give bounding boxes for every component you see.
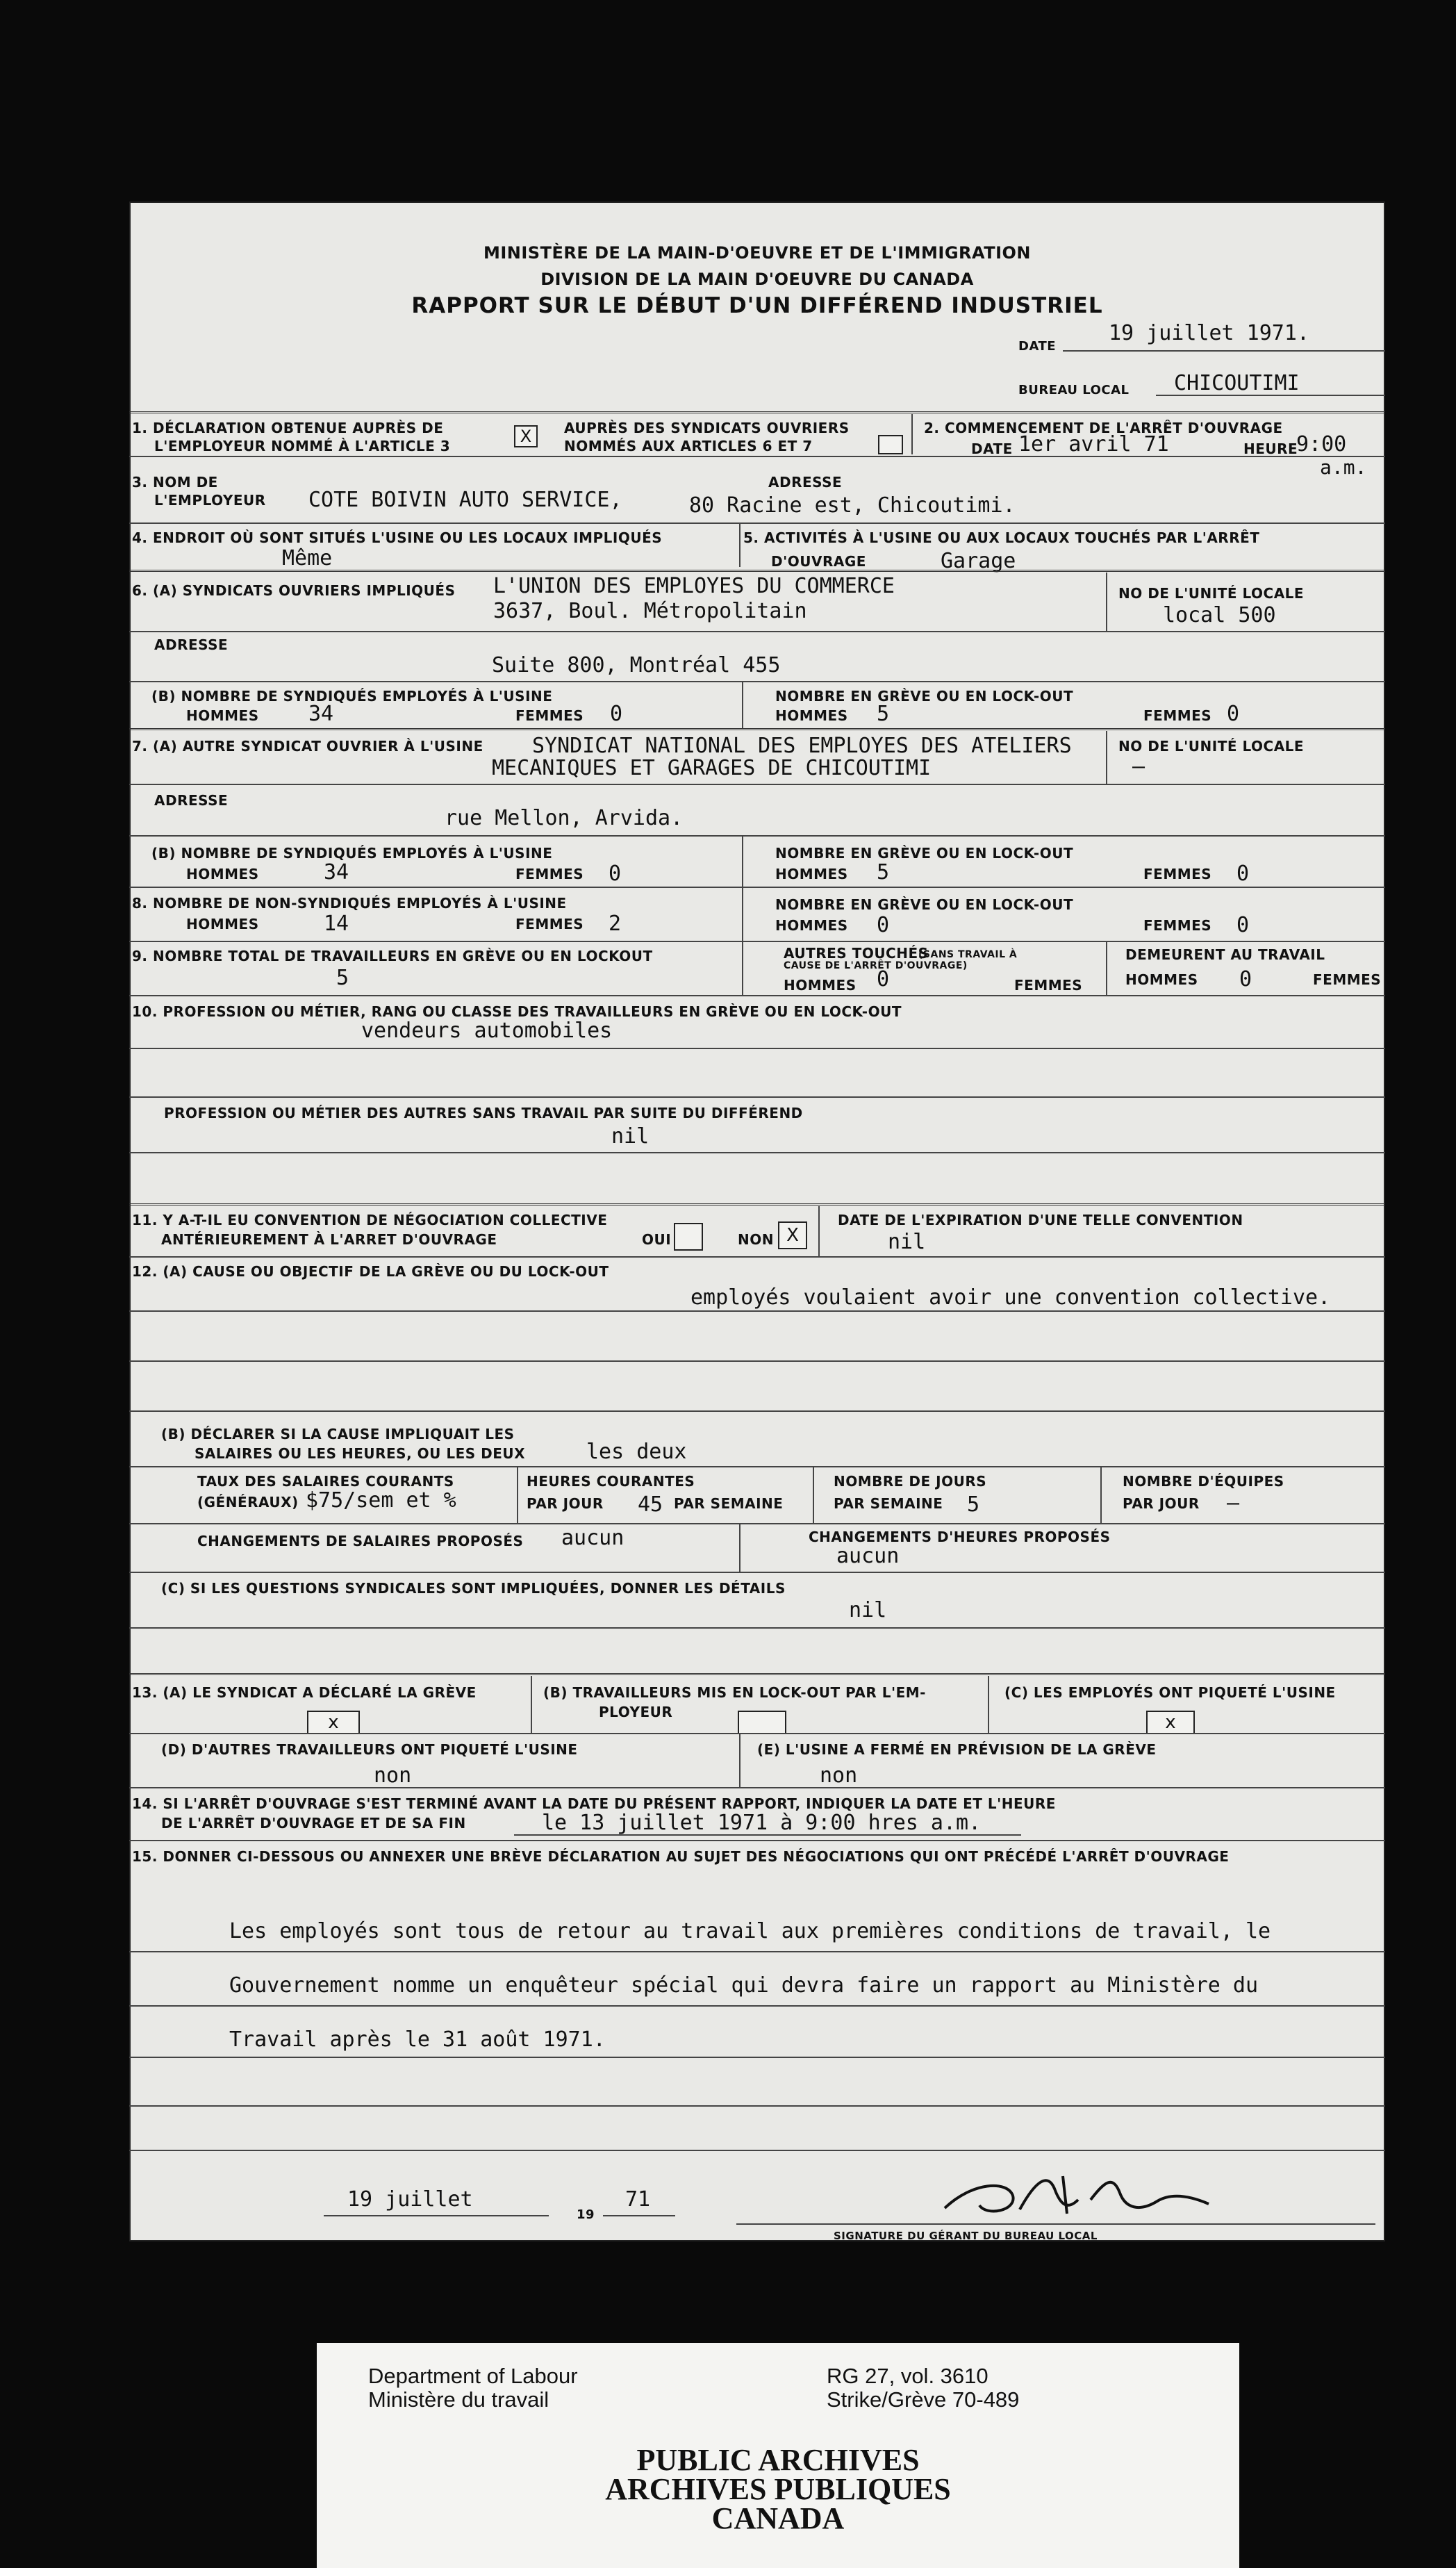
s7-femmes-value: 0 [609, 862, 622, 886]
bureau-underline [1156, 395, 1385, 396]
signed-year: 71 [625, 2187, 651, 2212]
wages-hours-value: les deux [586, 1440, 687, 1464]
rule [129, 784, 1385, 785]
report-date: 19 juillet 1971. [1109, 321, 1309, 345]
s7-label: 7. (A) AUTRE SYNDICAT OUVRIER À L'USINE [132, 738, 483, 755]
s12-taux-label1: TAUX DES SALAIRES COURANTS [197, 1473, 454, 1490]
ministry-line: MINISTÈRE DE LA MAIN-D'OEUVRE ET DE L'IMMIGRATION [483, 243, 1032, 263]
expiration-value: nil [888, 1230, 926, 1254]
s12-b-label1: (B) DÉCLARER SI LA CAUSE IMPLIQUAIT LES [161, 1426, 515, 1442]
s1-label-b: L'EMPLOYEUR NOMMÉ À L'ARTICLE 3 [154, 438, 451, 454]
s6-femmes-label: FEMMES [515, 707, 584, 724]
other-union-name: SYNDICAT NATIONAL DES EMPLOYES DES ATELIERS [532, 734, 1072, 758]
s9-demeurent-hommes-label: HOMMES [1125, 971, 1198, 988]
s7-hommes-value: 34 [324, 860, 349, 884]
rule [129, 456, 1385, 457]
s8-greve-hommes-label: HOMMES [775, 917, 848, 934]
date-underline [1063, 350, 1385, 352]
rule [129, 2057, 1385, 2058]
location-value: Même [282, 546, 333, 570]
archive-stamp [317, 2443, 1239, 2535]
bureau-value: CHICOUTIMI [1174, 371, 1300, 395]
s12-taux-label2: (GÉNÉRAUX) [197, 1494, 299, 1511]
employer-address: 80 Racine est, Chicoutimi. [689, 493, 1016, 518]
wage-changes-value: aucun [561, 1526, 624, 1550]
signature-image [931, 2168, 1250, 2223]
plant-closed-value: non [820, 1763, 858, 1788]
stoppage-ampm: a.m. [1320, 456, 1367, 479]
rule [129, 570, 1385, 572]
s14-label1: 14. SI L'ARRÊT D'OUVRAGE S'EST TERMINÉ AVANT LA DATE DU PRÉSENT RAPPORT, INDIQUER LA DATE ET L'HEURE [132, 1795, 1056, 1812]
archive-ref-2: Strike/Grève 70-489 [827, 2387, 1020, 2412]
rule [129, 1048, 1385, 1049]
union-address: Suite 800, Montréal 455 [492, 653, 781, 677]
s5-label-b: D'OUVRAGE [771, 553, 866, 570]
s6-label: 6. (A) SYNDICATS OUVRIERS IMPLIQUÉS [132, 582, 456, 599]
other-union-address: rue Mellon, Arvida. [445, 806, 684, 830]
statement-line-3: Travail après le 31 août 1971. [229, 2027, 606, 2052]
rule [742, 942, 743, 995]
s8-greve-femmes-value: 0 [1236, 913, 1250, 937]
rule [129, 1673, 1385, 1675]
s11-oui-label: OUI [642, 1231, 672, 1248]
s4-label: 4. ENDROIT OÙ SONT SITUÉS L'USINE OU LES LOCAUX IMPLIQUÉS [132, 529, 663, 546]
s10-label: 10. PROFESSION OU MÉTIER, RANG OU CLASSE DES TRAVAILLEURS EN GRÈVE OU EN LOCK-OUT [132, 1003, 902, 1020]
s14-label2: DE L'ARRÊT D'OUVRAGE ET DE SA FIN [161, 1815, 466, 1832]
stamp-line-1: PUBLIC ARCHIVES [636, 2443, 920, 2477]
s7-b-label: (B) NOMBRE DE SYNDIQUÉS EMPLOYÉS À L'USINE [151, 845, 553, 862]
rule [129, 2105, 1385, 2107]
s13-b-label2: PLOYEUR [599, 1704, 673, 1720]
convention-non-checkbox[interactable]: X [778, 1221, 807, 1249]
s7-greve-hommes-label: HOMMES [775, 866, 848, 882]
s12-c-label: (C) SI LES QUESTIONS SYNDICALES SONT IMPLIQUÉES, DONNER LES DÉTAILS [161, 1580, 786, 1597]
rule [129, 941, 1385, 942]
s12-equipes-label2: PAR JOUR [1123, 1495, 1200, 1512]
rule [1106, 731, 1107, 784]
s11-exp-label: DATE DE L'EXPIRATION D'UNE TELLE CONVENTION [838, 1212, 1243, 1228]
s8-label: 8. NOMBRE DE NON-SYNDIQUÉS EMPLOYÉS À L'USINE [132, 895, 567, 912]
s8-femmes-label: FEMMES [515, 916, 584, 932]
rule [129, 1787, 1385, 1788]
s6-greve-femmes-value: 0 [1227, 702, 1240, 726]
rule [129, 835, 1385, 837]
s12-heures-label1: HEURES COURANTES [527, 1473, 695, 1490]
rule [129, 1466, 1385, 1467]
dept-fr: Ministère du travail [368, 2387, 549, 2412]
activities-value: Garage [941, 549, 1016, 573]
s13-a-label: 13. (A) LE SYNDICAT A DÉCLARÉ LA GRÈVE [132, 1684, 477, 1701]
s6-greve-hommes-value: 5 [877, 702, 890, 726]
rule [739, 524, 741, 567]
s1-label-a: 1. DÉCLARATION OBTENUE AUPRÈS DE [132, 420, 444, 436]
rule [129, 1152, 1385, 1153]
s9-demeurent-femmes-label: FEMMES [1313, 971, 1382, 988]
employer-name: COTE BOIVIN AUTO SERVICE, [308, 488, 622, 512]
s9-autres-label: AUTRES TOUCHÉS [784, 945, 929, 962]
rule [531, 1676, 532, 1734]
rule [129, 1951, 1385, 1952]
s8-greve-hommes-value: 0 [877, 913, 890, 937]
rule [129, 995, 1385, 996]
s9-demeurent-hommes-value: 0 [1239, 967, 1252, 991]
stoppage-time: 9:00 [1296, 432, 1347, 456]
s11-label-a: 11. Y A-T-IL EU CONVENTION DE NÉGOCIATION COLLECTIVE [132, 1212, 608, 1228]
s6-greve-hommes-label: HOMMES [775, 707, 848, 724]
rule [739, 1734, 741, 1787]
s13-b-label1: (B) TRAVAILLEURS MIS EN LOCK-OUT PAR L'EM- [543, 1684, 926, 1701]
s9-autres-sub2: CAUSE DE L'ARRÊT D'OUVRAGE) [784, 960, 968, 971]
s7-greve-label: NOMBRE EN GRÈVE OU EN LOCK-OUT [775, 845, 1074, 862]
s6-hommes-label: HOMMES [186, 707, 259, 724]
rule [603, 2215, 675, 2216]
rule [742, 837, 743, 941]
s1-label-c: AUPRÈS DES SYNDICATS OUVRIERS [564, 420, 850, 436]
rule [129, 1310, 1385, 1312]
rule [129, 1360, 1385, 1362]
s8-femmes-value: 2 [609, 912, 622, 936]
other-union-local: — [1132, 755, 1145, 779]
s9-label: 9. NOMBRE TOTAL DE TRAVAILLEURS EN GRÈVE OU EN LOCKOUT [132, 948, 653, 964]
statement-line-2: Gouvernement nomme un enquêteur spécial qui devra faire un rapport au Ministère du [229, 1973, 1259, 1998]
rule [1106, 942, 1107, 995]
year-prefix: 19 [577, 2207, 595, 2222]
signature-line [736, 2223, 1375, 2225]
stamp-line-2: ARCHIVES PUBLIQUES [605, 2472, 951, 2506]
s12-jours-label1: NOMBRE DE JOURS [834, 1473, 987, 1490]
s13-e-label: (E) L'USINE A FERMÉ EN PRÉVISION DE LA GRÈVE [757, 1741, 1157, 1758]
s7-greve-hommes-value: 5 [877, 860, 890, 884]
s6-hommes-value: 34 [308, 702, 334, 726]
date-label: DATE [1018, 339, 1057, 354]
days-value: 5 [967, 1492, 980, 1517]
s12-b-label2: SALAIRES OU LES HEURES, OU LES DEUX [195, 1445, 526, 1462]
form-title: RAPPORT SUR LE DÉBUT D'UN DIFFÉREND INDUSTRIEL [411, 293, 1103, 318]
s8-hommes-label: HOMMES [186, 916, 259, 932]
s6-greve-label: NOMBRE EN GRÈVE OU EN LOCK-OUT [775, 688, 1074, 705]
s13-c-label: (C) LES EMPLOYÉS ONT PIQUETÉ L'USINE [1004, 1684, 1336, 1701]
union-name: L'UNION DES EMPLOYES DU COMMERCE [493, 574, 895, 598]
s9-autres-hommes-value: 0 [877, 967, 890, 991]
rule [129, 1840, 1385, 1841]
total-workers: 5 [336, 966, 349, 990]
rule [129, 1627, 1385, 1629]
picketed-checkbox[interactable]: x [1146, 1711, 1195, 1734]
rule [813, 1467, 814, 1523]
rule [742, 682, 743, 728]
rule [324, 2215, 549, 2216]
union-checkbox[interactable] [878, 435, 903, 454]
s9-autres-femmes-label: FEMMES [1014, 977, 1083, 994]
rule [988, 1676, 989, 1734]
s9-autres-hommes-label: HOMMES [784, 977, 857, 994]
other-union-name-2: MECANIQUES ET GARAGES DE CHICOUTIMI [492, 756, 932, 780]
lockout-checkbox[interactable] [738, 1711, 786, 1734]
stoppage-date: 1er avril 71 [1018, 432, 1169, 456]
s9-autres-sub1: (SANS TRAVAIL À [918, 949, 1018, 960]
s12-jours-label2: PAR SEMAINE [834, 1495, 943, 1512]
s9-demeurent-label: DEMEURENT AU TRAVAIL [1125, 946, 1325, 963]
bureau-label: BUREAU LOCAL [1018, 383, 1130, 397]
rule [129, 1523, 1385, 1524]
rule [129, 2150, 1385, 2151]
archive-ref-1: RG 27, vol. 3610 [827, 2364, 988, 2388]
s15-label: 15. DONNER CI-DESSOUS OU ANNEXER UNE BRÈVE DÉCLARATION AU SUJET DES NÉGOCIATIONS QUI ONT PRÉCÉDÉ L'ARRÊT D'OUVRAGE [132, 1848, 1230, 1865]
rule [517, 1467, 518, 1523]
dept-en: Department of Labour [368, 2364, 578, 2388]
s12-heures-label3: PAR SEMAINE [674, 1495, 784, 1512]
rule [129, 2005, 1385, 2007]
s7-adresse-label: ADRESSE [154, 792, 229, 809]
s6-femmes-value: 0 [610, 702, 623, 726]
union-address-line: 3637, Boul. Métropolitain [493, 599, 807, 623]
rule [1106, 573, 1107, 631]
signature-label: SIGNATURE DU GÉRANT DU BUREAU LOCAL [834, 2230, 1098, 2242]
s7-unit-label: NO DE L'UNITÉ LOCALE [1118, 738, 1305, 755]
s8-greve-label: NOMBRE EN GRÈVE OU EN LOCK-OUT [775, 896, 1074, 913]
rule [129, 887, 1385, 888]
s7-femmes-label: FEMMES [515, 866, 584, 882]
rule [514, 1834, 1021, 1836]
s13-d-label: (D) D'AUTRES TRAVAILLEURS ONT PIQUETÉ L'USINE [161, 1741, 578, 1758]
convention-oui-checkbox[interactable] [674, 1223, 703, 1251]
s7-hommes-label: HOMMES [186, 866, 259, 882]
division-line: DIVISION DE LA MAIN D'OEUVRE DU CANADA [540, 270, 974, 289]
s8-greve-femmes-label: FEMMES [1143, 917, 1212, 934]
union-local: local 500 [1163, 603, 1276, 627]
s3-label-b: L'EMPLOYEUR [154, 492, 266, 509]
s1-label-d: NOMMÉS AUX ARTICLES 6 ET 7 [564, 438, 813, 454]
union-questions-value: nil [849, 1598, 887, 1622]
rule [129, 411, 1385, 413]
s10-label2: PROFESSION OU MÉTIER DES AUTRES SANS TRAVAIL PAR SUITE DU DIFFÉREND [164, 1105, 803, 1121]
s2-date-label: DATE [971, 441, 1013, 457]
s12-equipes-label1: NOMBRE D'ÉQUIPES [1123, 1473, 1284, 1490]
others-profession-value: nil [611, 1124, 650, 1149]
s7-greve-femmes-label: FEMMES [1143, 866, 1212, 882]
rule [129, 1572, 1385, 1573]
rule [129, 1096, 1385, 1098]
wage-rate-value: $75/sem et % [306, 1488, 456, 1513]
s6-b-label: (B) NOMBRE DE SYNDIQUÉS EMPLOYÉS À L'USINE [151, 688, 553, 705]
s6-unit-label: NO DE L'UNITÉ LOCALE [1118, 585, 1305, 602]
s7-greve-femmes-value: 0 [1236, 862, 1250, 886]
rule [129, 522, 1385, 524]
profession-value: vendeurs automobiles [361, 1019, 613, 1043]
rule [129, 631, 1385, 632]
rule [911, 414, 913, 454]
rule [129, 1733, 1385, 1734]
rule [129, 1203, 1385, 1205]
s12-a-label: 12. (A) CAUSE OU OBJECTIF DE LA GRÈVE OU DU LOCK-OUT [132, 1263, 609, 1280]
union-declared-checkbox[interactable]: x [307, 1711, 360, 1734]
statement-line-1: Les employés sont tous de retour au travail aux premières conditions de travail, le [229, 1919, 1271, 1943]
s6-adresse-label: ADRESSE [154, 636, 229, 653]
cause-value: employés voulaient avoir une convention collective. [690, 1285, 1331, 1310]
s12-heures-label2: PAR JOUR [527, 1495, 604, 1512]
s3-label-a: 3. NOM DE [132, 474, 218, 491]
hour-changes-value: aucun [836, 1544, 900, 1568]
s12-chg-h-label: CHANGEMENTS D'HEURES PROPOSÉS [809, 1529, 1111, 1545]
s12-chg-sal-label: CHANGEMENTS DE SALAIRES PROPOSÉS [197, 1533, 524, 1549]
signed-date: 19 juillet [347, 2187, 473, 2212]
rule [739, 1524, 741, 1572]
employer-checkbox[interactable]: X [514, 425, 538, 447]
other-picket-value: non [374, 1763, 412, 1788]
rule [129, 728, 1385, 730]
s8-hommes-value: 14 [324, 912, 349, 936]
rule [129, 1410, 1385, 1412]
rule [818, 1206, 820, 1256]
s11-label-b: ANTÉRIEUREMENT À L'ARRET D'OUVRAGE [161, 1231, 497, 1248]
rule [129, 1256, 1385, 1258]
end-date-value: le 13 juillet 1971 à 9:00 hres a.m. [542, 1811, 982, 1835]
rule [129, 681, 1385, 682]
s5-label-a: 5. ACTIVITÉS À L'USINE OU AUX LOCAUX TOUCHÉS PAR L'ARRÊT [743, 529, 1260, 546]
s2-heure-label: HEURE [1243, 441, 1298, 457]
s3-adresse-label: ADRESSE [768, 474, 843, 491]
rule [1100, 1467, 1102, 1523]
s2-label: 2. COMMENCEMENT DE L'ARRÊT D'OUVRAGE [924, 420, 1283, 436]
hours-value: 45 [638, 1492, 663, 1517]
stamp-line-3: CANADA [711, 2501, 845, 2535]
shifts-value: — [1227, 1491, 1240, 1515]
s11-non-label: NON [738, 1231, 774, 1248]
s6-greve-femmes-label: FEMMES [1143, 707, 1212, 724]
